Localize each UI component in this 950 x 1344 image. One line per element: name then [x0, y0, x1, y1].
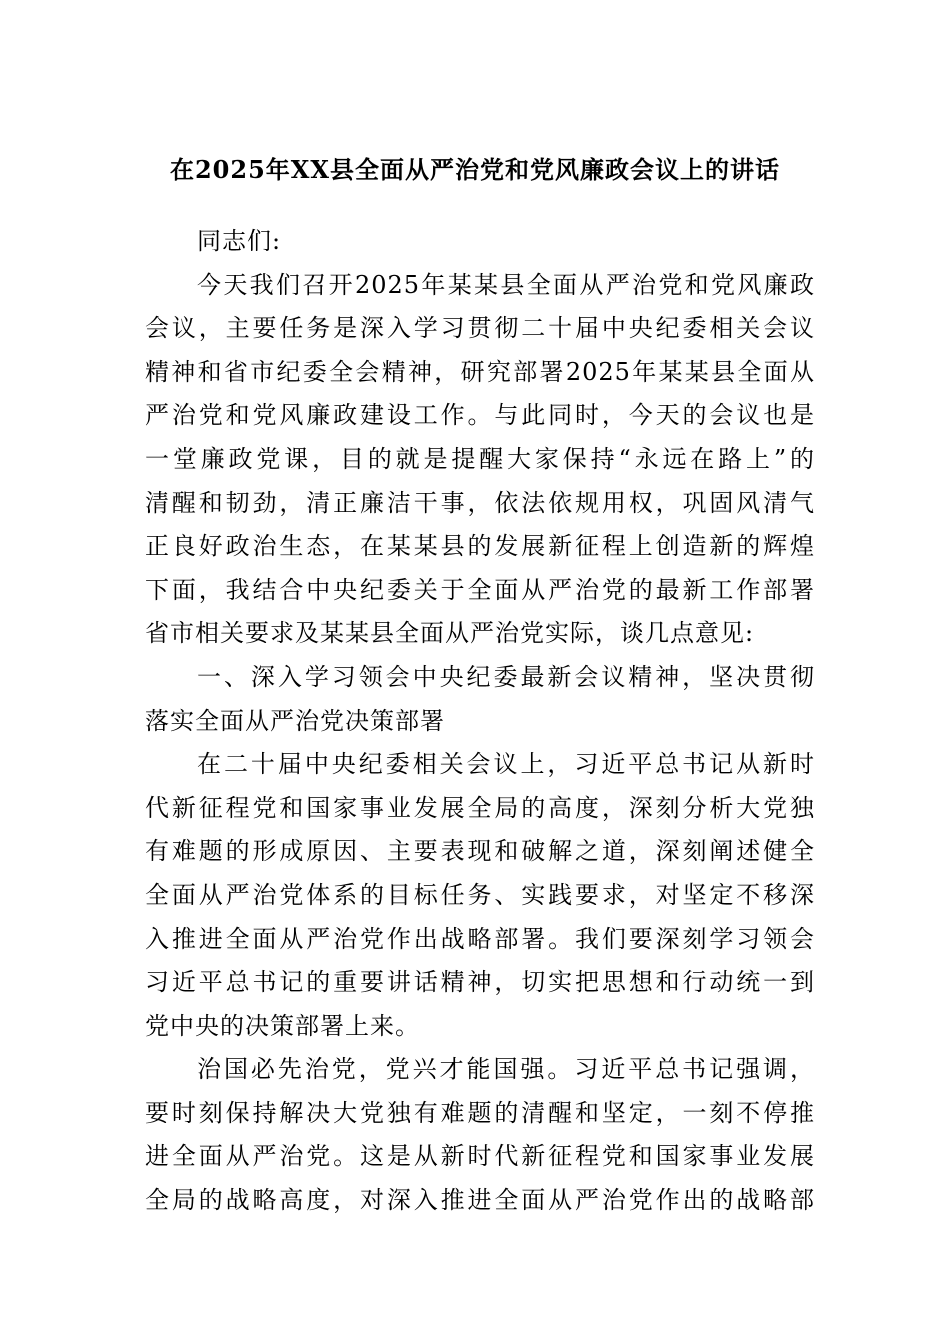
text-line: 一、深入学习领会中央纪委最新会议精神，坚决贯彻 [197, 662, 815, 691]
text-line: 省市相关要求及某某县全面从严治党实际，谈几点意见: [145, 619, 755, 648]
text-line: 今天我们召开2025年某某县全面从严治党和党风廉政 [197, 270, 815, 299]
text-line: 有难题的形成原因、主要表现和破解之道，深刻阐述健全 [145, 837, 815, 866]
text-line: 落实全面从严治党决策部署 [145, 706, 445, 735]
text-line: 要时刻保持解决大党独有难题的清醒和坚定，一刻不停推 [145, 1098, 815, 1127]
text-line: 党中央的决策部署上来。 [145, 1011, 420, 1040]
text-line: 全局的战略高度，对深入推进全面从严治党作出的战略部 [145, 1186, 815, 1215]
text-line: 同志们: [197, 227, 282, 255]
text-line: 一堂廉政党课，目的就是提醒大家保持“永远在路上”的 [145, 444, 815, 473]
text-line: 下面，我结合中央纪委关于全面从严治党的最新工作部署 [145, 575, 815, 604]
text-line: 正良好政治生态，在某某县的发展新征程上创造新的辉煌 [145, 532, 815, 561]
text-line: 习近平总书记的重要讲话精神，切实把思想和行动统一到 [145, 968, 815, 997]
document-title: 在2025年XX县全面从严治党和党风廉政会议上的讲话 [169, 155, 781, 184]
document-body [145, 220, 815, 1223]
text-line: 进全面从严治党。这是从新时代新征程党和国家事业发展 [145, 1142, 815, 1171]
text-line: 精神和省市纪委全会精神，研究部署2025年某某县全面从 [145, 357, 815, 386]
text-line: 治国必先治党，党兴才能国强。习近平总书记强调， [197, 1055, 815, 1084]
text-line: 入推进全面从严治党作出战略部署。我们要深刻学习领会 [145, 924, 815, 953]
text-line: 会议，主要任务是深入学习贯彻二十届中央纪委相关会议 [145, 314, 815, 343]
text-line: 严治党和党风廉政建设工作。与此同时，今天的会议也是 [145, 401, 815, 430]
text-line: 清醒和韧劲，清正廉洁干事，依法依规用权，巩固风清气 [145, 488, 815, 517]
text-line: 全面从严治党体系的目标任务、实践要求，对坚定不移深 [145, 880, 815, 909]
text-line: 代新征程党和国家事业发展全局的高度，深刻分析大党独 [145, 793, 815, 822]
text-line: 在二十届中央纪委相关会议上，习近平总书记从新时 [197, 750, 815, 779]
